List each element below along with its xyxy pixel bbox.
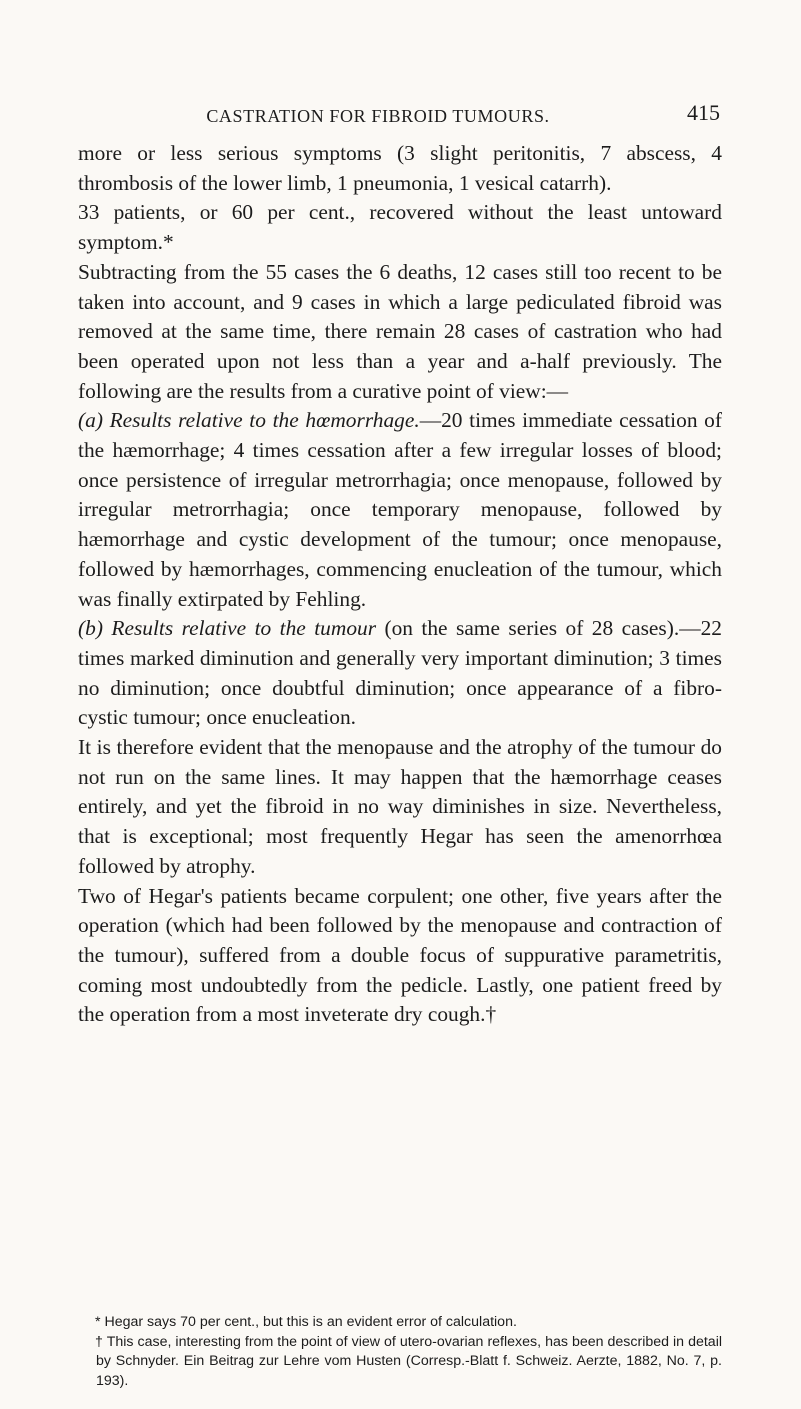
paragraph-results-haemorrhage <box>78 406 722 614</box>
page-number: 415 <box>687 100 720 125</box>
paragraph-hegar-patients: Two of Hegar's patients became corpulent; one other, five years after the operation (which had been followed by the menopause and contraction of the tumour), suffered from a double focus of suppurative parametritis, coming most undoubtedly from the pedicle. Lastly, one patient freed by the operation from a most inveterate dry cough.† <box>78 883 722 1027</box>
paragraph-evident: It is therefore evident that the menopause and the atrophy of the tumour do not run on the same lines. It may happen that the hæmorrhage ceases entirely, and yet the fibroid in no way diminishes in size. Nevertheless, that is exceptional; most frequently Hegar has seen the amenorrhœa followed by atrophy. <box>78 735 722 878</box>
footnote-dagger: † This case, interesting from the point of view of utero-ovarian reflexes, has been described in detail by Schnyder. Ein Beitrag zur Lehre vom Husten (Corresp.-Blatt f. Schweiz. Aerzte, 1882, No. 7, p. 193). <box>95 1333 722 1389</box>
footnote-asterisk: * Hegar says 70 per cent., but this is an evident error of calculation. <box>95 1314 517 1330</box>
results-haemorrhage-heading: (a) Results relative to the hœmorrhage. <box>78 408 420 433</box>
paragraph-subtracting: Subtracting from the 55 cases the 6 deaths, 12 cases still too recent to be taken into account, and 9 cases in which a large pediculated fibroid was removed at the same time, there remain 28 cases of castration who had been operated upon not less than a year and a-half previously. The following are the results from a curative point of view:— <box>78 259 722 403</box>
running-head <box>78 100 720 134</box>
paragraph-results-tumour <box>78 614 722 733</box>
footnotes <box>78 1313 722 1391</box>
running-title: CASTRATION FOR FIBROID TUMOURS. <box>206 106 550 126</box>
paragraph-symptoms: more or less serious symptoms (3 slight peritonitis, 7 abscess, 4 thrombosis of the lower limb, 1 pneumonia, 1 vesical catarrh). <box>78 141 722 195</box>
paragraph-recovered: 33 patients, or 60 per cent., recovered without the least untoward symptom.* <box>78 200 722 255</box>
results-tumour-heading: (b) Results relative to the tumour <box>78 616 377 641</box>
results-tumour-text: (on the same series of 28 cases).—22 times marked diminution and generally very important diminution; 3 times no diminution; once doubtful diminution; once appearance of a fibro-cystic tumour; once enucleation. <box>78 616 722 730</box>
body-text <box>78 139 722 1030</box>
results-haemorrhage-text: —20 times immediate cessation of the hæmorrhage; 4 times cessation after a few irregular losses of blood; once persistence of irregular metrorrhagia; once menopause, followed by irregular metrorrhagia; once temporary menopause, followed by hæmorrhage and cystic development of the tumour; once menopause, followed by hæmorrhages, commencing enucleation of the tumour, which was finally extirpated by Fehling. <box>78 408 722 611</box>
